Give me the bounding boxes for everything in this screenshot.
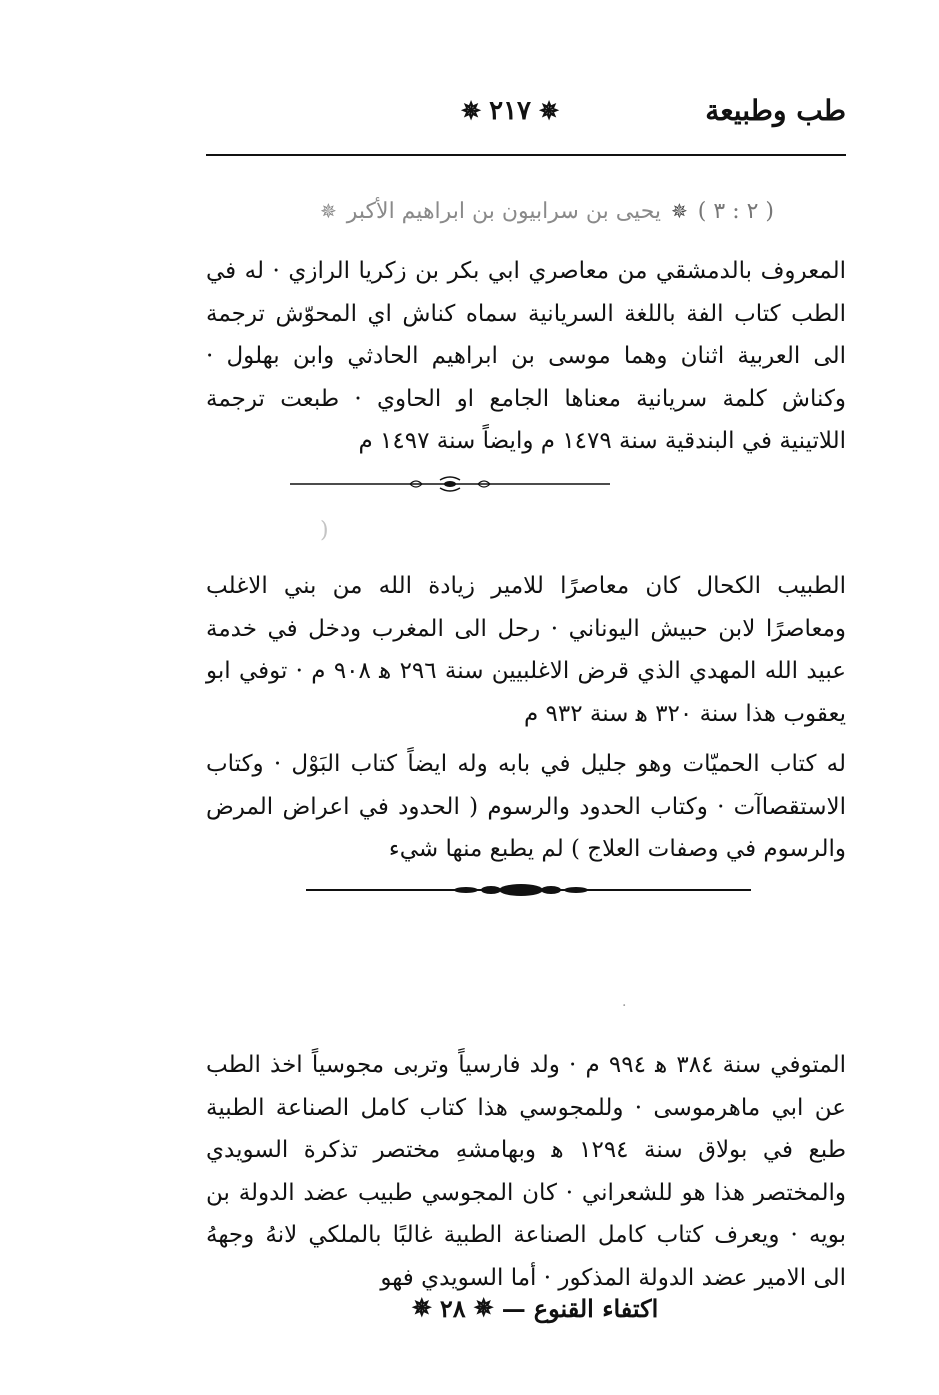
heading-ornament-icon: ✵ <box>320 199 337 223</box>
entry-2-paragraph-2: له كتاب الحميّات وهو جليل في بابه وله ايضاً كتاب البَوْل · وكتاب الاستقصاآت · وكتاب الحدود والرسوم ( الحدود في اعراض المرض والرسوم في وصفات العلاج ) لم يطبع منها شيء <box>206 751 846 862</box>
running-header <box>206 92 846 142</box>
page-footer <box>400 1288 670 1328</box>
footer-ornament-icon: ✵ <box>411 1293 432 1322</box>
entry-heading-2 <box>320 512 780 548</box>
page-number-group <box>461 96 559 126</box>
entry-title-1: يحيى بن سرابيون بن ابراهيم الأكبر <box>346 198 662 224</box>
header-rule <box>206 154 846 156</box>
footer-title: اكتفاء القنوع <box>533 1293 659 1323</box>
print-speck: · <box>622 998 627 1014</box>
entry-heading-1 <box>320 193 780 229</box>
left-ornament-icon: ✵ <box>539 96 560 125</box>
footer-dash: — <box>501 1293 526 1323</box>
entry-number-1: ( ٢ : ٣ ) <box>697 198 775 224</box>
entry-number-2: ( <box>320 517 329 543</box>
footer-ornament-icon: ✵ <box>473 1293 494 1322</box>
footer-number: ٢٨ <box>439 1293 466 1323</box>
entry-2-paragraph-1: الطبيب الكحال كان معاصرًا للامير زيادة الله من بني الاغلب ومعاصرًا لابن حبيش اليوناني · رحل الى المغرب ودخل في خدمة عبيد الله المهدي الذي قرض الاغلبيين سنة ٢٩٦ ﻫ ٩٠٨ م · توفي ابو يعقوب هذا سنة ٣٢٠ ﻫ سنة ٩٣٢ م <box>206 573 846 727</box>
entry-1-paragraph: المعروف بالدمشقي من معاصري ابي بكر بن زكريا الرازي · له في الطب كتاب الفة باللغة السريانية سماه كناش اي المحوّش ترجمة الى العربية اثنان وهما موسى بن ابراهيم الحادثي وابن بهلول · وكناش كلمة سريانية معناها الجامع او الحاوي · طبعت ترجمة اللاتينية في البندقية سنة ١٤٧٩ م وايضاً سنة ١٤٩٧ م <box>206 258 846 454</box>
running-title: طب وطبيعة <box>705 94 846 127</box>
entry-3-paragraph: المتوفي سنة ٣٨٤ ﻫ ٩٩٤ م · ولد فارسياً وتربى مجوسياً اخذ الطب عن ابي ماهرموسى · وللمجوسي هذا كتاب كامل الصناعة الطبية طبع في بولاق سنة ١٢٩٤ ﻫ وبهامشهِ مختصر تذكرة السويدي والمختصر هذا هو للشعراني · كان المجوسي طبيب عضد الدولة بن بويه · ويعرف كتاب كامل الصناعة الطبية غالبًا بالملكي لانهُ وجههُ الى الامير عضد الدولة المذكور · أما السويدي فهو <box>206 1052 847 1291</box>
section-divider-1 <box>290 472 610 496</box>
section-divider-2 <box>306 878 751 902</box>
right-ornament-icon: ✵ <box>461 96 482 125</box>
page-number: ٢١٧ <box>489 96 532 126</box>
heading-ornament-icon: ✵ <box>671 199 688 223</box>
